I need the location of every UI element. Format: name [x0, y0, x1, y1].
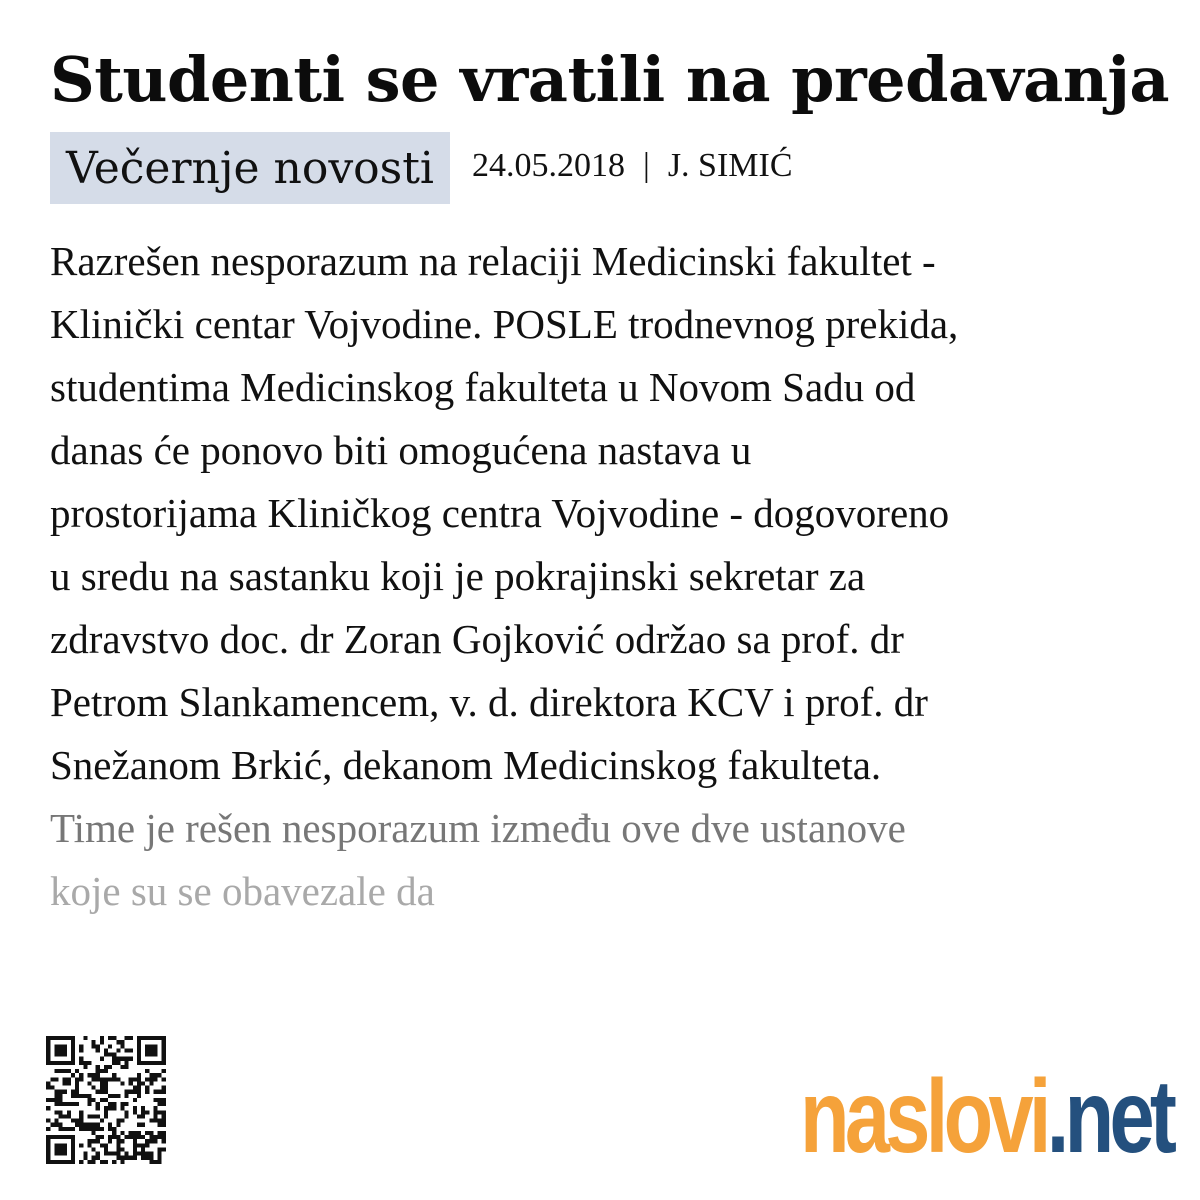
article-date: 24.05.2018	[472, 147, 626, 184]
logo-tld: .net	[1046, 1059, 1173, 1175]
article-author: J. SIMIĆ	[667, 147, 793, 184]
byline-separator: |	[643, 147, 650, 184]
source-badge[interactable]: Večernje novosti	[50, 132, 450, 204]
body-line: studentima Medicinskog fakulteta u Novom Sadu od	[50, 364, 916, 410]
body-line: Snežanom Brkić, dekanom Medicinskog fakulteta.	[50, 742, 882, 788]
qr-code-icon[interactable]	[46, 1036, 166, 1164]
body-line: u sredu na sastanku koji je pokrajinski sekretar za	[50, 553, 866, 599]
body-line: Razrešen nesporazum na relaciji Medicinski fakultet -	[50, 238, 936, 284]
article-meta	[50, 132, 793, 204]
body-line: prostorijama Kliničkog centra Vojvodine - dogovoreno	[50, 490, 950, 536]
article-title: Studenti se vratili na predavanja	[50, 43, 1170, 116]
article-body	[50, 230, 1160, 923]
body-line: Klinički centar Vojvodine. POSLE trodnevnog prekida,	[50, 301, 959, 347]
naslovi-logo[interactable]	[800, 1059, 1173, 1175]
body-line: zdravstvo doc. dr Zoran Gojković održao sa prof. dr	[50, 616, 904, 662]
body-line: Petrom Slankamencem, v. d. direktora KCV i prof. dr	[50, 679, 928, 725]
body-line: danas će ponovo biti omogućena nastava u	[50, 427, 752, 473]
logo-name: naslovi	[800, 1059, 1047, 1175]
body-line-faded: Time je rešen nesporazum između ove dve ustanove	[50, 805, 906, 851]
body-line-faded: koje su se obavezale da	[50, 868, 435, 914]
byline	[472, 146, 793, 186]
